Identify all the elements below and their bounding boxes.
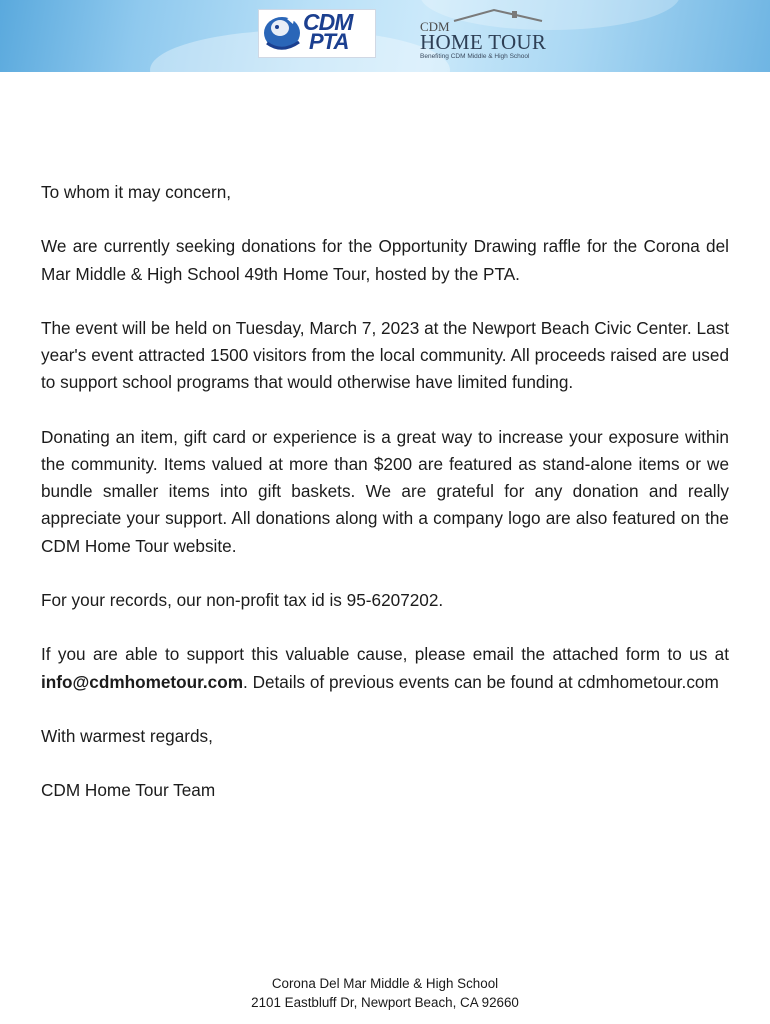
contact-text-before: If you are able to support this valuable cause, please email the attached form to us at [41,644,729,665]
paragraph-intro: We are currently seeking donations for the Opportunity Drawing raffle for the Corona del Mar Middle & High School 49th Home Tour, hosted by the PTA. [41,236,729,284]
pta-logo-cdm-text: CDM [303,9,353,35]
cdm-pta-logo [258,9,376,58]
paragraph-donation-benefits: Donating an item, gift card or experience is a great way to increase your exposure within the community. Items valued at more than $200 are featured as stand-alone items or we bundle smaller items into gift baskets. We are grateful for any donation and really appreciate your support. All donations along with a company logo are also featured on the CDM Home Tour website. [41,426,729,556]
footer-school-name: Corona Del Mar Middle & High School [271,976,499,991]
tour-logo-cdm-text: CDM [420,19,450,34]
paragraph-contact [41,641,729,695]
email-link[interactable]: info@cdmhometour.com [41,671,244,692]
paragraph-event-details: The event will be held on Tuesday, March 7, 2023 at the Newport Beach Civic Center. Last year's event attracted 1500 visitors from the local community. All proceeds raised are used to support school programs that would otherwise have limited funding. [41,317,729,393]
footer-address [0,974,770,1012]
signature: CDM Home Tour Team [41,780,216,801]
letter-body [41,179,729,832]
tour-logo-name: HOME TOUR [420,30,547,54]
pta-logo-pta-text: PTA [309,29,349,54]
paragraph-tax-id: For your records, our non-profit tax id is 95-6207202. [41,589,444,610]
cdm-home-tour-logo [418,8,547,64]
sea-king-mascot-icon [259,10,305,57]
salutation: To whom it may concern, [41,182,232,202]
tour-logo-subtitle: Benefiting CDM Middle & High School [420,53,530,60]
closing: With warmest regards, [41,725,213,746]
header-banner [0,0,770,72]
contact-text-after: . Details of previous events can be found at cdmhometour.com [243,671,719,692]
footer-street-address: 2101 Eastbluff Dr, Newport Beach, CA 92660 [251,995,519,1010]
